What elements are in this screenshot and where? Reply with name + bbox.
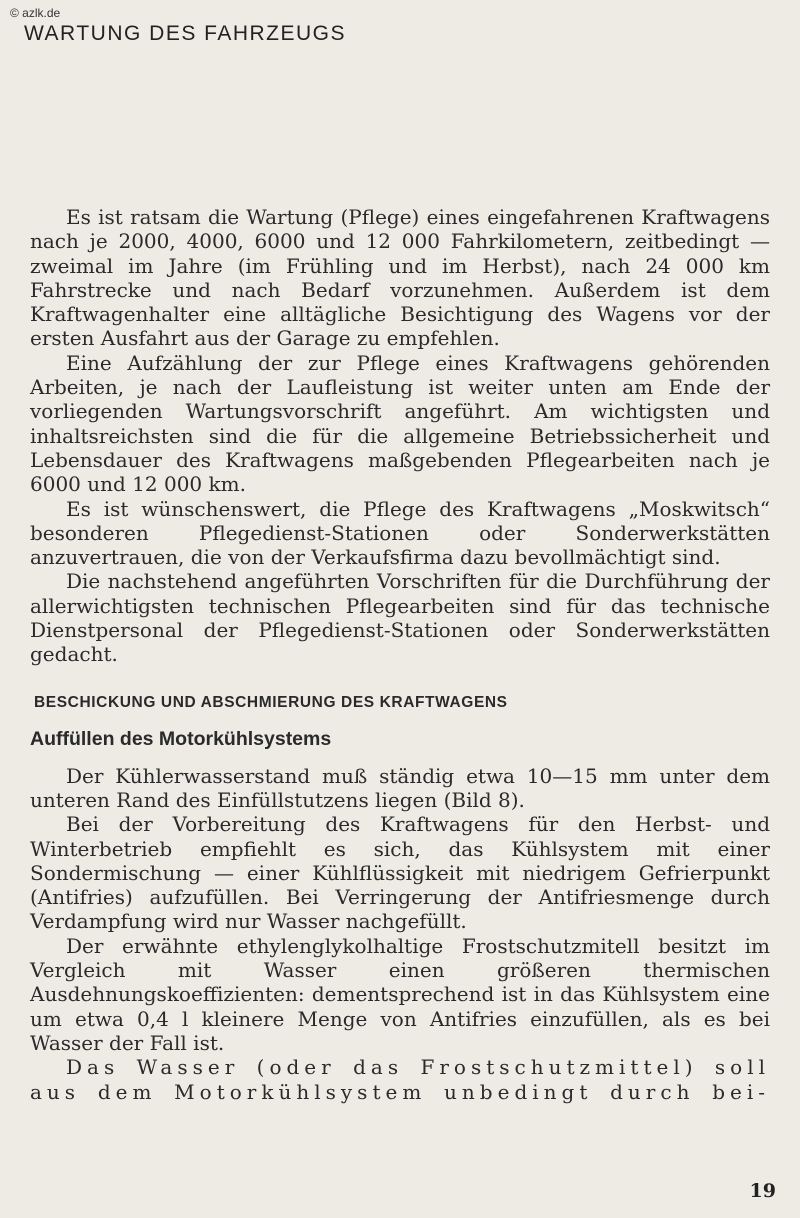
paragraph: Der erwähnte ethylenglykolhaltige Frostschutzmitell besitzt im Vergleich mit Wasser einen größeren thermischen Ausdehnungskoeffizienten: dementsprechend ist in das Kühlsystem eine um etwa 0,4 l kleinere Menge von Antifries einzufüllen, als es bei Wasser der Fall ist.: [30, 933, 770, 1055]
paragraph: Der Kühlerwasserstand muß ständig etwa 10—15 mm unter dem unteren Rand des Einfüllstutzens liegen (Bild 8).: [30, 763, 770, 812]
paragraph: Die nachstehend angeführten Vorschriften für die Durchführung der allerwichtigsten technischen Pflegearbeiten sind für das technische Dienstpersonal der Pflegedienst-Stationen oder Sonderwerkstätten gedacht.: [30, 569, 770, 667]
section-heading: BESCHICKUNG UND ABSCHMIERUNG DES KRAFTWAGENS: [34, 693, 508, 711]
page-body: [30, 205, 770, 1104]
watermark: © azlk.de: [10, 6, 61, 20]
sub-heading: Auffüllen des Motorkühlsystems: [30, 727, 332, 750]
paragraph: Das Wasser (oder das Frostschutzmittel) soll aus dem Motorkühlsystem unbedingt durch bei-: [30, 1055, 770, 1104]
paragraph: Es ist wünschenswert, die Pflege des Kraftwagens „Moskwitsch“ besonderen Pflegedienst-Stationen oder Sonderwerkstätten anzuvertrauen, die von der Verkaufsfirma dazu bevollmächtigt sind.: [30, 496, 770, 570]
paragraph: Es ist ratsam die Wartung (Pflege) eines eingefahrenen Kraftwagens nach je 2000, 4000, 6000 und 12 000 Fahrkilometern, zeitbedingt — zweimal im Jahre (im Frühling und im Herbst), nach 24 000 km Fahrstrecke und nach Bedarf vorzunehmen. Außerdem ist dem Kraftwagenhalter eine alltägliche Besichtigung des Wagens vor der ersten Ausfahrt aus der Garage zu empfehlen.: [30, 205, 770, 351]
page-title: WARTUNG DES FAHRZEUGS: [24, 22, 347, 45]
paragraph: Eine Aufzählung der zur Pflege eines Kraftwagens gehörenden Arbeiten, je nach der Laufleistung ist weiter unten am Ende der vorliegenden Wartungsvorschrift angeführt. Am wichtigsten und inhaltsreichsten sind die für die allgemeine Betriebssicherheit und Lebensdauer des Kraftwagens maßgebenden Pflegearbeiten nach je 6000 und 12 000 km.: [30, 350, 770, 497]
page-number: 19: [749, 1180, 776, 1202]
paragraph: Bei der Vorbereitung des Kraftwagens für den Herbst- und Winterbetrieb empfiehlt es sich, das Kühlsystem mit einer Sondermischung — einer Kühlflüssigkeit mit niedrigem Gefrierpunkt (Antifries) aufzufüllen. Bei Verringerung der Antifriesmenge durch Verdampfung wird nur Wasser nachgefüllt.: [30, 812, 770, 934]
